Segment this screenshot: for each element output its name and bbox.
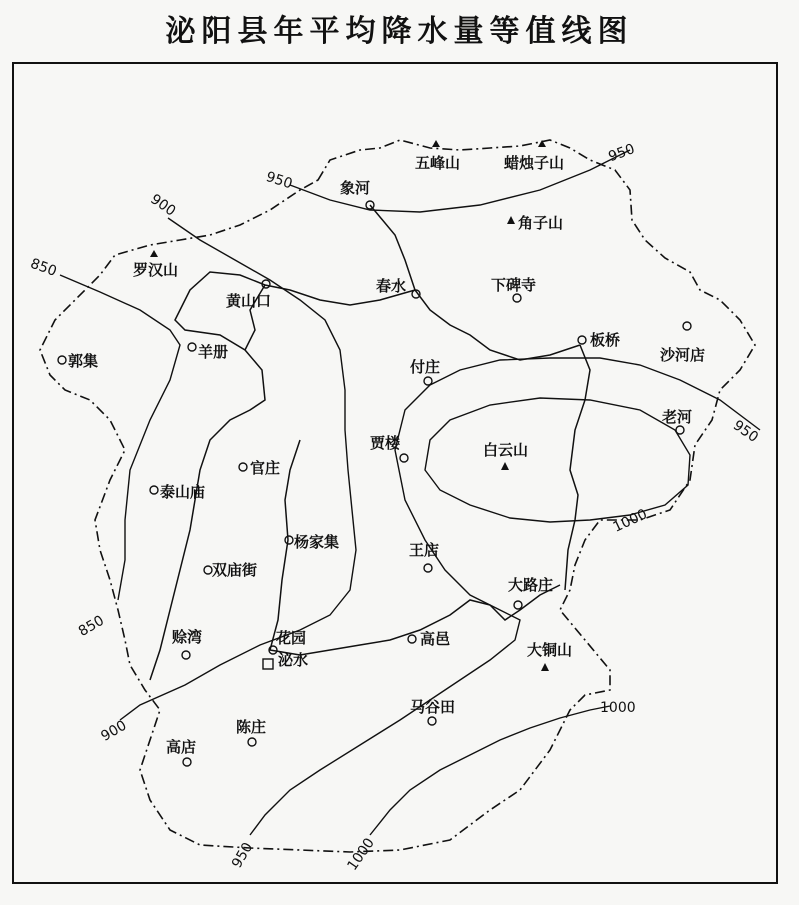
isoline-850 xyxy=(60,275,180,600)
town-label: 沙河店 xyxy=(660,346,706,364)
isoline-label: 900 xyxy=(98,717,130,745)
town-label: 高店 xyxy=(166,738,197,756)
town-label: 大路庄 xyxy=(508,576,554,594)
town-label: 下碑寺 xyxy=(491,276,537,294)
isoline-label: 850 xyxy=(75,612,108,640)
isoline-label: 900 xyxy=(147,191,179,220)
town-label: 老河 xyxy=(662,408,693,426)
isoline-label: 950 xyxy=(606,141,638,166)
town-label: 王店 xyxy=(409,541,440,559)
river-central xyxy=(150,272,415,680)
map-title: 泌阳县年平均降水量等值线图 xyxy=(165,14,634,49)
peak-label: 角子山 xyxy=(518,214,564,232)
isoline-label: 1000 xyxy=(600,700,636,716)
town-label: 高邑 xyxy=(420,630,451,648)
town-label: 泰山庙 xyxy=(160,483,206,501)
isoline-label: 850 xyxy=(28,255,59,280)
peak-label: 五峰山 xyxy=(415,154,461,172)
town-label: 赊湾 xyxy=(172,628,203,646)
river-east xyxy=(565,345,590,590)
town-label: 黄山口 xyxy=(226,292,272,310)
peak-label: 大铜山 xyxy=(527,641,573,659)
county-seat-marker xyxy=(263,659,273,669)
town-label: 泌水 xyxy=(278,651,309,669)
isoline-label: 1000 xyxy=(610,506,650,536)
isoline-1000-south xyxy=(370,706,610,835)
isoline-label: 1000 xyxy=(344,835,378,874)
peak-label: 白云山 xyxy=(483,441,529,459)
town-label: 板桥 xyxy=(590,331,621,349)
peak-label: 蜡烛子山 xyxy=(504,154,565,172)
isoline-label: 950 xyxy=(229,839,257,871)
town-label: 春水 xyxy=(376,277,407,295)
isoline-label: 950 xyxy=(263,169,295,193)
town-label: 马谷田 xyxy=(410,698,456,716)
town-label: 郭集 xyxy=(68,352,99,370)
town-label: 陈庄 xyxy=(236,718,267,736)
town-label: 贾楼 xyxy=(370,434,401,452)
peak-label: 罗汉山 xyxy=(133,261,179,279)
town-markers xyxy=(58,201,691,766)
town-label: 付庄 xyxy=(410,358,441,376)
town-label: 双庙街 xyxy=(212,561,258,579)
town-label: 官庄 xyxy=(250,459,281,477)
isoline-label: 950 xyxy=(729,417,762,446)
isoline-1000-ring xyxy=(425,398,693,522)
town-label: 象河 xyxy=(340,179,371,197)
town-label: 花园 xyxy=(276,629,307,647)
town-label: 杨家集 xyxy=(294,533,340,551)
county-boundary xyxy=(40,140,755,852)
town-label: 羊册 xyxy=(198,343,229,361)
